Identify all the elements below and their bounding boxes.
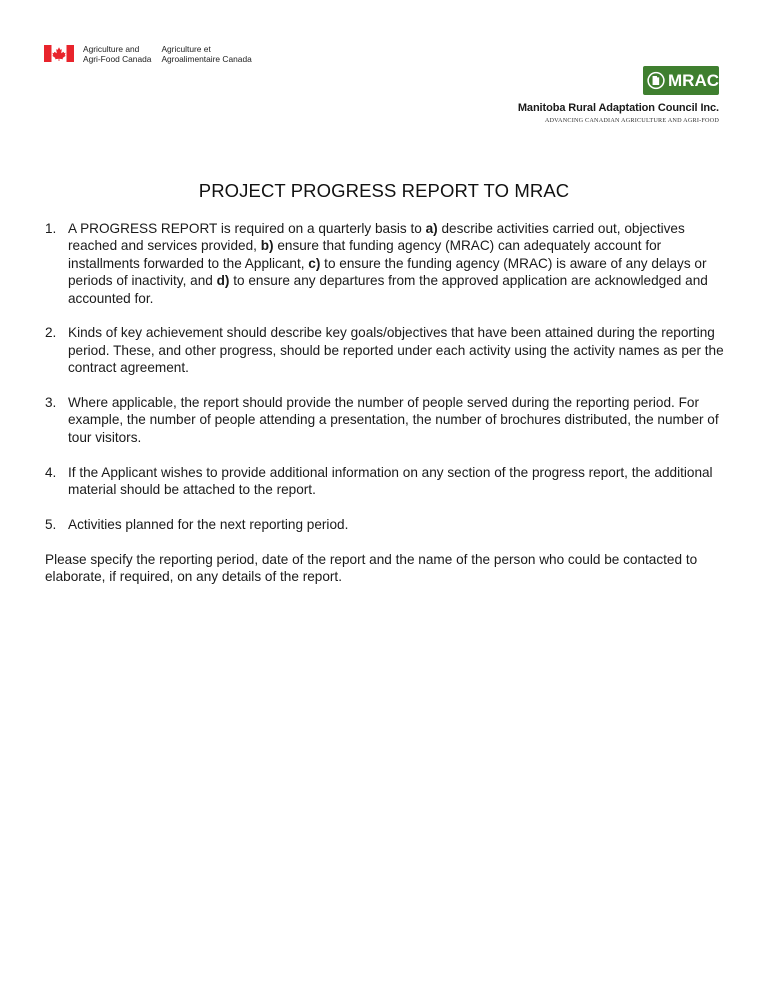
text-run: to ensure any departures from the approved application are acknowledged and accounted for. xyxy=(68,273,708,306)
aafc-signature xyxy=(44,44,252,64)
bold-marker: a) xyxy=(425,221,438,236)
list-item xyxy=(45,516,725,533)
list-item xyxy=(45,464,725,499)
report-instructions xyxy=(45,220,725,585)
mrac-organization-name: Manitoba Rural Adaptation Council Inc. xyxy=(517,102,719,114)
text-run: describe activities carried out, objectives reached and services provided, xyxy=(68,221,685,254)
aafc-fr-line1: Agriculture et xyxy=(161,44,211,54)
list-item xyxy=(45,220,725,307)
list-item-text xyxy=(68,220,725,307)
list-item-text: Activities planned for the next reporting period. xyxy=(68,516,349,532)
list-item-number: 4. xyxy=(45,464,57,480)
aafc-en-line1: Agriculture and xyxy=(83,44,140,54)
canada-flag-icon xyxy=(44,45,74,62)
mrac-tagline: ADVANCING CANADIAN AGRICULTURE AND AGRI-FOOD xyxy=(544,117,719,124)
list-item xyxy=(45,324,725,376)
bold-marker: b) xyxy=(260,238,274,254)
bold-marker: c) xyxy=(308,255,321,271)
list-item-text: If the Applicant wishes to provide additional information on any section of the progress report, the additional material should be attached to the report. xyxy=(68,464,713,498)
manitoba-province-icon xyxy=(647,70,665,91)
text-run: to ensure the funding agency (MRAC) is aware of any delays or periods of inactivity, and xyxy=(68,255,707,289)
text-run: A PROGRESS REPORT is required on a quarterly basis to xyxy=(68,221,426,236)
text-run: ensure that funding agency (MRAC) can adequately account for installments forwarded to the Applicant, xyxy=(68,238,662,271)
list-item-number: 5. xyxy=(45,516,57,532)
list-item-text: Where applicable, the report should provide the number of people served during the reporting period. For example, the number of people attending a presentation, the number of brochures distributed, the number of tour visitors. xyxy=(68,395,719,445)
list-item xyxy=(45,394,725,446)
list-item-text: Kinds of key achievement should describe key goals/objectives that have been attained during the reporting period. These, and other progress, should be reported under each activity using the activity names as per the contract agreement. xyxy=(68,325,724,376)
bold-marker: d) xyxy=(216,273,230,289)
aafc-french-name xyxy=(161,44,251,64)
closing-paragraph: Please specify the reporting period, date of the report and the name of the person who could be contacted to elaborate, if required, on any details of the report. xyxy=(45,551,698,585)
page-title: PROJECT PROGRESS REPORT TO MRAC xyxy=(198,180,570,201)
aafc-fr-line2: Agroalimentaire Canada xyxy=(161,54,252,64)
mrac-logo xyxy=(514,64,724,128)
list-item-number: 2. xyxy=(45,325,57,341)
list-item-number: 1. xyxy=(45,221,57,236)
aafc-en-line2: Agri-Food Canada xyxy=(83,54,152,64)
list-item-number: 3. xyxy=(45,395,57,411)
mrac-badge xyxy=(643,66,719,95)
aafc-english-name xyxy=(83,44,151,64)
mrac-badge-text: MRAC xyxy=(668,70,719,90)
